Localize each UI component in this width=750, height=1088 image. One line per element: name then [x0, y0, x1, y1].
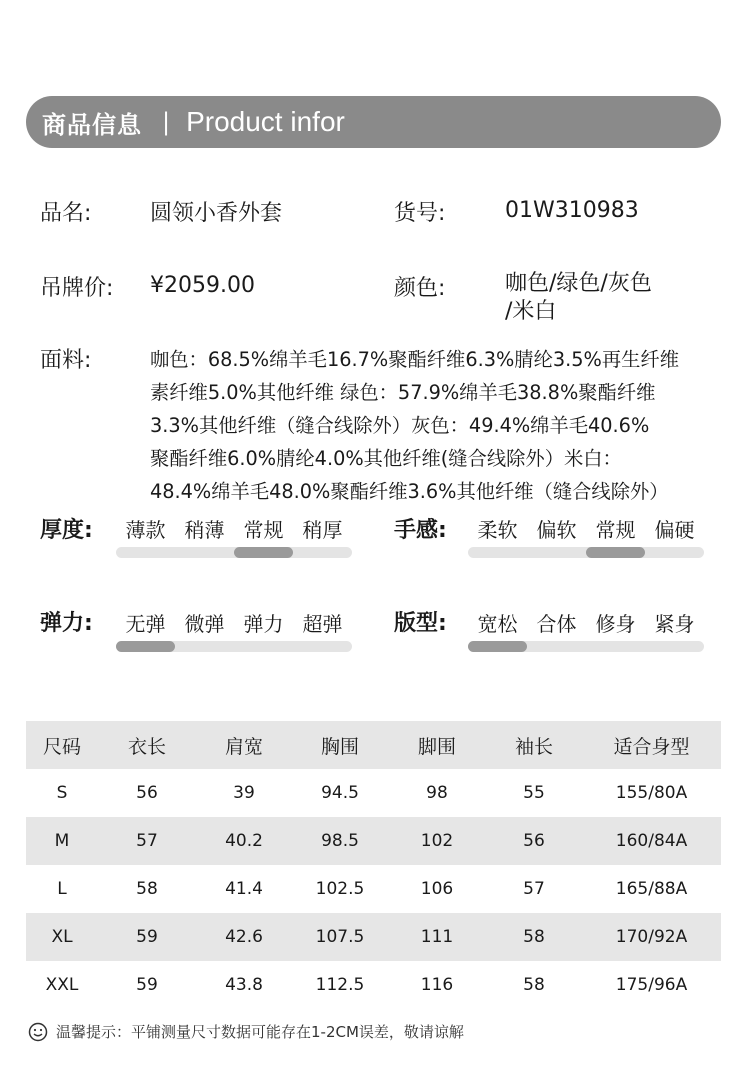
- table-cell: 170/92A: [582, 913, 721, 961]
- tip-note: [28, 1021, 464, 1042]
- thickness-option: 稍薄: [184, 518, 225, 542]
- fabric-line: 咖色：68.5%绵羊毛16.7%聚酯纤维6.3%腈纶3.5%再生纤维: [150, 348, 679, 371]
- fabric-composition: [150, 343, 740, 508]
- elasticity-option: 弹力: [243, 612, 284, 636]
- fit-option: 合体: [536, 612, 577, 636]
- elasticity-options: [116, 608, 352, 637]
- table-cell: 42.6: [196, 913, 292, 961]
- thickness-option: 稍厚: [302, 518, 343, 542]
- table-cell: 107.5: [292, 913, 388, 961]
- table-cell: M: [26, 817, 98, 865]
- handfeel-option: 偏硬: [654, 518, 695, 542]
- table-cell: 58: [136, 879, 158, 899]
- table-cell: 58: [523, 975, 545, 995]
- thickness-label: 厚度:: [40, 518, 93, 543]
- table-cell: 43.8: [225, 975, 263, 995]
- thickness-bar: [116, 547, 352, 558]
- handfeel-option: 柔软: [477, 518, 518, 542]
- table-row: [26, 865, 721, 913]
- fit-option: 修身: [595, 612, 636, 636]
- handfeel-option: 常规: [595, 518, 636, 542]
- elasticity-option: 超弹: [302, 612, 343, 636]
- table-cell: 58: [486, 913, 582, 961]
- fit-option: 宽松: [477, 612, 518, 636]
- fabric-line: 素纤维5.0%其他纤维 绿色：57.9%绵羊毛38.8%聚酯纤维: [150, 381, 656, 404]
- fabric-line: 聚酯纤维6.0%腈纶4.0%其他纤维(缝合线除外）米白：: [150, 447, 622, 470]
- table-cell: 57: [98, 817, 196, 865]
- fit-bar: [468, 641, 704, 652]
- table-cell: 94.5: [321, 783, 359, 803]
- name-value: 圆领小香外套: [150, 201, 283, 226]
- name-label: 品名:: [40, 201, 92, 226]
- smiley-icon: [28, 1022, 48, 1042]
- handfeel-options: [468, 514, 704, 543]
- table-cell: 102: [388, 817, 486, 865]
- table-cell: 98: [426, 783, 448, 803]
- section-header: [26, 96, 721, 148]
- table-cell: 40.2: [196, 817, 292, 865]
- table-cell: XL: [26, 913, 98, 961]
- table-cell: 39: [233, 783, 255, 803]
- table-header-cell: 肩宽: [196, 721, 292, 769]
- table-cell: 112.5: [315, 975, 365, 995]
- elasticity-option: 微弹: [184, 612, 225, 636]
- handfeel-label: 手感:: [394, 518, 447, 543]
- fit-label: 版型:: [394, 611, 447, 636]
- thickness-option: 常规: [243, 518, 284, 542]
- fabric-line: 48.4%绵羊毛48.0%聚酯纤维3.6%其他纤维（缝合线除外）: [150, 480, 669, 503]
- table-cell: 165/88A: [615, 879, 688, 899]
- table-cell: XXL: [45, 975, 79, 995]
- handfeel-bar: [468, 547, 704, 558]
- color-label: 颜色:: [394, 276, 446, 301]
- table-cell: 175/96A: [615, 975, 688, 995]
- table-row: [26, 961, 721, 1009]
- color-value: [505, 270, 652, 326]
- thickness-bar-fill: [234, 547, 293, 558]
- table-row: [26, 913, 721, 961]
- color-value-line1: 咖色/绿色/灰色: [505, 271, 652, 296]
- table-header-cell: 袖长: [486, 721, 582, 769]
- fabric-label: 面料:: [40, 348, 92, 373]
- price-value: ¥2059.00: [150, 273, 255, 298]
- table-header-cell: 尺码: [26, 721, 98, 769]
- thickness-option: 薄款: [125, 518, 166, 542]
- table-cell: 111: [388, 913, 486, 961]
- table-cell: 59: [98, 913, 196, 961]
- elasticity-bar: [116, 641, 352, 652]
- table-header-cell: 适合身型: [582, 721, 721, 769]
- elasticity-option: 无弹: [125, 612, 166, 636]
- fit-option: 紧身: [654, 612, 695, 636]
- sku-value: 01W310983: [505, 198, 639, 223]
- table-cell: 98.5: [292, 817, 388, 865]
- table-cell: 116: [420, 975, 454, 995]
- table-cell: 106: [420, 879, 454, 899]
- table-cell: 102.5: [315, 879, 365, 899]
- thickness-options: [116, 514, 352, 543]
- table-cell: 41.4: [225, 879, 263, 899]
- handfeel-option: 偏软: [536, 518, 577, 542]
- fit-options: [468, 608, 704, 637]
- elasticity-label: 弹力:: [40, 611, 93, 636]
- fabric-line: 3.3%其他纤维（缝合线除外）灰色：49.4%绵羊毛40.6%: [150, 414, 650, 437]
- header-title-en: Product infor: [186, 106, 345, 137]
- table-cell: 57: [523, 879, 545, 899]
- table-cell: 155/80A: [615, 783, 688, 803]
- table-header-cell: 衣长: [98, 721, 196, 769]
- handfeel-bar-fill: [586, 547, 645, 558]
- table-cell: 56: [136, 783, 158, 803]
- table-cell: 55: [523, 783, 545, 803]
- table-row: [26, 769, 721, 817]
- elasticity-bar-fill: [116, 641, 175, 652]
- table-header-row: [26, 721, 721, 769]
- table-header-cell: 脚围: [388, 721, 486, 769]
- table-cell: 160/84A: [582, 817, 721, 865]
- table-cell: L: [57, 879, 67, 899]
- header-separator: |: [162, 108, 171, 136]
- price-label: 吊牌价:: [40, 276, 114, 301]
- color-value-line2: /米白: [505, 299, 557, 324]
- tip-text: 温馨提示：平铺测量尺寸数据可能存在1-2CM误差，敬请谅解: [56, 1023, 464, 1041]
- header-title-cn: 商品信息: [42, 110, 142, 139]
- table-row: [26, 817, 721, 865]
- fit-bar-fill: [468, 641, 527, 652]
- size-table: [26, 721, 721, 1009]
- table-header-cell: 胸围: [292, 721, 388, 769]
- table-cell: 59: [136, 975, 158, 995]
- sku-label: 货号:: [394, 201, 446, 226]
- table-cell: S: [56, 783, 68, 803]
- table-cell: 56: [486, 817, 582, 865]
